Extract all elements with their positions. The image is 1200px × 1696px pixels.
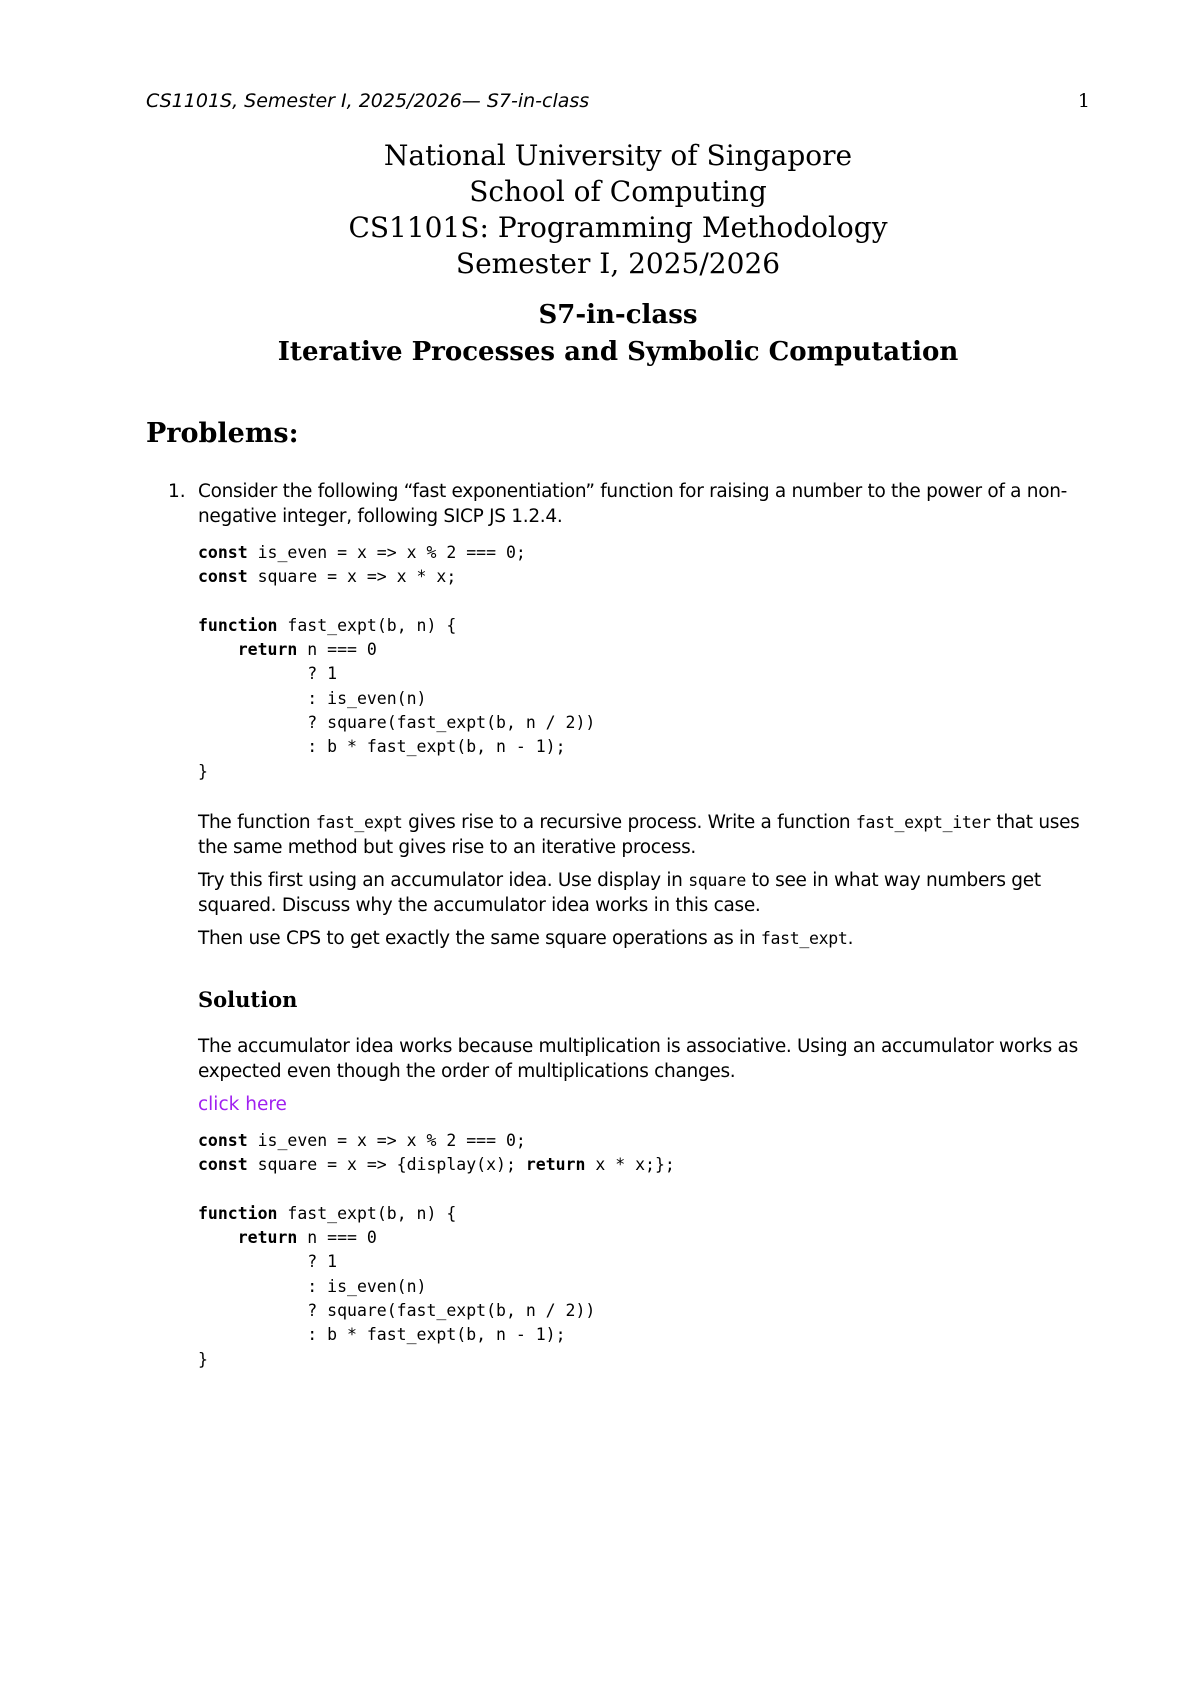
code-keyword: const (198, 1155, 248, 1175)
inline-code: fast_expt (760, 928, 848, 948)
code-keyword: return (237, 1228, 298, 1248)
problem-paragraph-2: Try this first using an accumulator idea. Use display in square to see in what way numbers get squared. Discuss why the accumulator idea works in this case. (198, 869, 1041, 916)
course-name: CS1101S: Programming Methodology (348, 211, 888, 244)
code-line (198, 1299, 1094, 1323)
code-text: : b * fast_expt(b, n - 1); (198, 1325, 566, 1345)
problem-paragraph-3: Then use CPS to get exactly the same square operations as in fast_expt. (198, 927, 854, 949)
inline-code: fast_expt (315, 812, 403, 832)
code-text: ? 1 (198, 664, 338, 684)
topic-title: Iterative Processes and Symbolic Computation (277, 337, 959, 367)
running-header (146, 90, 1090, 114)
code-keyword: const (198, 567, 248, 587)
code-text (198, 1228, 238, 1247)
code-text: is_even = x => x % 2 === 0; (247, 543, 526, 562)
code-line (198, 1323, 1094, 1347)
code-line (198, 1348, 1094, 1372)
code-text: ? 1 (198, 1252, 338, 1272)
code-keyword: function (198, 1203, 278, 1223)
code-line (198, 1275, 1094, 1299)
code-line (198, 1129, 1094, 1153)
document-subtitle-block (0, 297, 1200, 371)
code-text: n === 0 (297, 1228, 377, 1248)
document-title-block (0, 138, 1200, 282)
code-text: } (198, 1349, 208, 1369)
code-text: ? square(fast_expt(b, n / 2)) (198, 1301, 596, 1321)
code-line (198, 687, 1094, 711)
code-text: square = x => x * x; (247, 567, 457, 587)
solution-text: The accumulator idea works because multiplication is associative. Using an accumulator works as expected even though the order of multiplications changes. (198, 1035, 1078, 1082)
page-number: 1 (1077, 90, 1090, 112)
code-line (198, 590, 1094, 614)
code-block-fast-expt (198, 541, 1094, 784)
code-text (198, 640, 238, 659)
session-title: S7-in-class (538, 300, 698, 330)
code-text: : is_even(n) (198, 688, 427, 708)
code-line (198, 1250, 1094, 1274)
code-text: is_even = x => x % 2 === 0; (247, 1130, 526, 1150)
code-text: : is_even(n) (198, 1276, 427, 1296)
code-text: fast_expt(b, n) { (277, 615, 457, 635)
semester-label: Semester I, 2025/2026 (455, 247, 781, 280)
code-line (198, 1226, 1094, 1250)
code-line (198, 735, 1094, 759)
code-text: : b * fast_expt(b, n - 1); (198, 737, 566, 757)
code-text: ? square(fast_expt(b, n / 2)) (198, 713, 596, 733)
code-keyword: const (198, 543, 248, 562)
code-text: square = x => {display(x); (247, 1155, 526, 1175)
code-line (198, 760, 1094, 784)
code-block-solution (198, 1129, 1094, 1372)
inline-code: square (688, 870, 746, 890)
problem-paragraph-1: The function fast_expt gives rise to a recursive process. Write a function fast_expt_iter that uses the same method but gives rise to an iterative process. (198, 811, 1080, 858)
code-text: fast_expt(b, n) { (277, 1203, 457, 1223)
inline-code: fast_expt_iter (855, 812, 991, 832)
code-line (198, 565, 1094, 589)
code-line (198, 1202, 1094, 1226)
code-line (198, 638, 1094, 662)
running-title: CS1101S, Semester I, 2025/2026— S7-in-class (146, 90, 590, 112)
code-line (198, 541, 1094, 565)
code-text: x * x;}; (585, 1155, 675, 1175)
code-keyword: const (198, 1130, 248, 1150)
code-keyword: return (237, 640, 298, 660)
code-keyword: return (525, 1155, 586, 1175)
code-line (198, 1153, 1094, 1177)
problems-heading: Problems: (146, 418, 299, 449)
code-line (198, 614, 1094, 638)
school-name: School of Computing (469, 175, 767, 208)
problem-intro: Consider the following “fast exponentiation” function for raising a number to the power of a non-negative integer, following SICP JS 1.2.4. (198, 481, 1068, 527)
problem-1 (146, 479, 1096, 1398)
solution-heading: Solution (198, 986, 298, 1012)
code-line (198, 662, 1094, 686)
code-keyword: function (198, 615, 278, 635)
university-name: National University of Singapore (383, 139, 853, 172)
click-here-link[interactable]: click here (198, 1093, 287, 1115)
code-text: } (198, 761, 208, 781)
code-line (198, 1178, 1094, 1202)
problem-number: 1. (168, 481, 186, 502)
code-text: n === 0 (297, 640, 377, 660)
code-line (198, 711, 1094, 735)
problem-body (198, 479, 1094, 1372)
